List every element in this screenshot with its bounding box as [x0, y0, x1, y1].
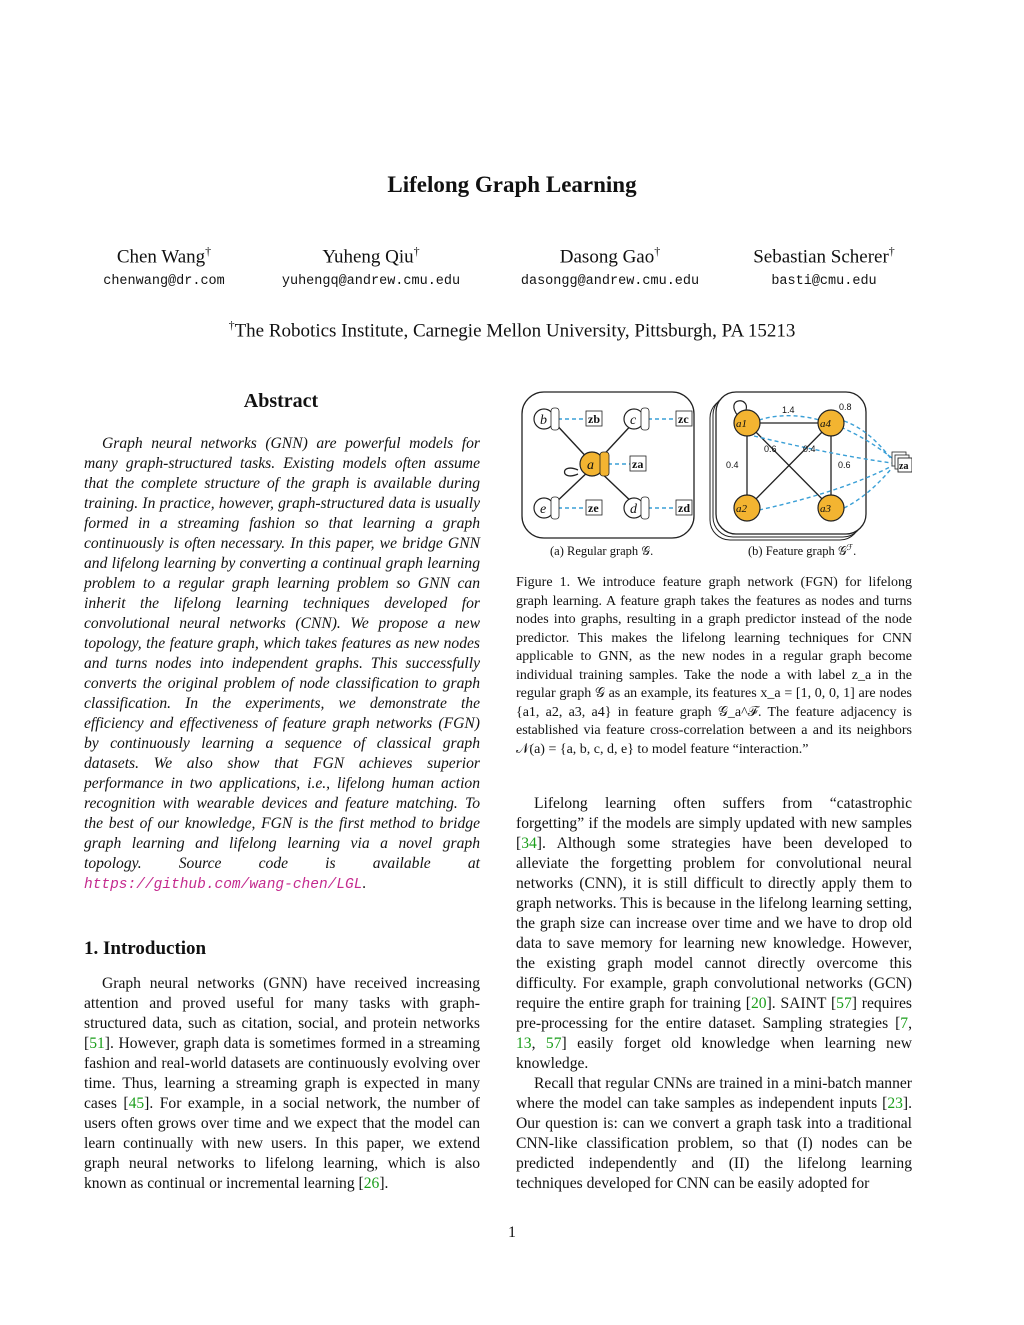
citation-link[interactable]: 51 [89, 1035, 105, 1052]
edge-weight: 0.4 [726, 460, 739, 470]
author-name: Yuheng Qiu [322, 246, 414, 268]
affiliation-text: The Robotics Institute, Carnegie Mellon University, Pittsburgh, PA 15213 [234, 320, 796, 342]
paragraph-text: Graph neural networks (GNN) have received increasing attention and proved useful for many tasks with graph-structured data, such as citation, social, and protein networks [ [84, 975, 480, 1052]
paragraph-text: ]. However, graph data is sometimes formed in a streaming fashion and real-world datasets are continuously evolving over time. Thus, learning a streaming graph is expected in many cases [ [84, 1035, 480, 1112]
paragraph-text: ]. For example, in a social network, the number of users often grows over time and we expect that the model can learn continually with new users. In this paper, we extend graph neural networks to lifelong learning, which is also known as continual or incremental learning [ [84, 1095, 480, 1192]
affiliation [0, 318, 1024, 342]
citation-link[interactable]: 26 [363, 1175, 380, 1192]
intro-column-right [516, 794, 912, 1194]
author-mark: † [654, 244, 661, 258]
author-1 [44, 238, 284, 289]
label-ze: ze [588, 501, 599, 515]
author-name: Dasong Gao [559, 246, 655, 268]
paragraph-text: Recall that regular CNNs are trained in a mini-batch manner where the model can take samples as independent inputs [ [516, 1075, 912, 1112]
abstract-end: . [362, 875, 367, 892]
edge-weight: 0.8 [839, 402, 852, 412]
author-3 [490, 238, 730, 289]
author-mark: † [205, 244, 212, 258]
figure-1-caption: Figure 1. We introduce feature graph network (FGN) for lifelong graph learning. A feature graph takes the features as nodes and turns nodes into graphs, resulting in a graph predictor instead of the node predictor. This makes the lifelong learning techniques for CNN applicable to GNN, as the new nodes in a regular graph become individual training samples. Take the node a with label z_a in the regular graph 𝒢 as an example, its features x_a = [1, 0, 0, 1] are nodes {a1, a2, a3, a4} in feature graph 𝒢_a^ℱ. The feature adjacency is established via feature cross-correlation between a and its neighbors 𝒩(a) = {a, b, c, d, e} to model feature “interaction.” [516, 575, 912, 757]
affiliation-mark: † [228, 318, 235, 332]
node-label-e: e [540, 502, 547, 517]
intro-column-left [84, 974, 480, 1194]
edge-weight: 1.4 [782, 405, 795, 415]
edge-weight: 0.4 [803, 444, 816, 454]
node-label-c: c [630, 413, 637, 428]
feature-node-a2: a2 [736, 503, 747, 515]
citation-link[interactable]: 23 [887, 1095, 903, 1112]
node-label-a: a [587, 458, 594, 473]
label-zc: zc [678, 412, 689, 426]
intro-paragraph-2 [516, 794, 912, 1074]
edge-weight: 0.6 [764, 444, 777, 454]
citation-link[interactable]: 45 [128, 1095, 145, 1112]
subcaption-a: (a) Regular graph 𝒢. [550, 544, 654, 558]
page-number: 1 [508, 1224, 516, 1241]
intro-paragraph-1 [84, 974, 480, 1194]
subcaption-b-text: (b) Feature graph 𝒢 [748, 544, 847, 558]
paragraph-text: ]. Our question is: can we convert a graph task into a traditional CNN-like classification problem, so that (I) nodes can be predicted independently and (II) the lifelong learning techniques developed for CNN can be easily adopted for [516, 1095, 912, 1192]
node-label-b: b [540, 413, 547, 428]
feature-node-a4: a4 [820, 418, 831, 430]
paragraph-text: , [908, 1015, 912, 1032]
author-name: Chen Wang [116, 246, 206, 268]
paragraph-text: ] requires pre-processing for the entire dataset. Sampling strategies [ [516, 995, 912, 1032]
author-email: yuhengq@andrew.cmu.edu [281, 274, 461, 290]
label-zd: zd [678, 501, 690, 515]
feature-node-a1: a1 [736, 418, 747, 430]
subcaption-b-sup: ℱ [846, 543, 854, 552]
paragraph-text: ]. SAINT [ [766, 995, 837, 1012]
author-mark: † [413, 244, 420, 258]
figure-1 [514, 388, 912, 563]
paragraph-text: ]. Although some strategies have been developed to alleviate the forgetting problem for convolutional neural networks (CNN), it is still difficult to directly apply them to graph networks. This is because in the lifelong learning setting, the graph size can increase over time and we have to drop old data to save memory for learning new knowledge. However, the existing graph model cannot directly overcome this difficulty. For example, graph convolutional networks (GCN) require the entire graph for training [ [516, 835, 912, 1012]
subcaption-b [748, 543, 856, 558]
section-heading-introduction: 1. Introduction [84, 938, 207, 959]
author-2 [251, 238, 491, 289]
paragraph-text: , [531, 1035, 546, 1052]
citation-link[interactable]: 7 [900, 1015, 909, 1032]
author-email: dasongg@andrew.cmu.edu [520, 274, 700, 290]
author-email: basti@cmu.edu [771, 274, 877, 290]
abstract-body [84, 434, 480, 895]
citation-link[interactable]: 34 [521, 835, 537, 852]
feature-graph [710, 392, 912, 540]
author-4 [704, 238, 944, 289]
paragraph-text: ] easily forget old knowledge when learning new knowledge. [516, 1035, 913, 1072]
author-mark: † [888, 244, 895, 258]
paragraph-text: ]. [379, 1175, 389, 1192]
abstract-heading: Abstract [243, 390, 319, 412]
intro-paragraph-3 [516, 1074, 912, 1194]
label-za: za [632, 457, 644, 471]
regular-graph [522, 392, 694, 538]
label-za: za [899, 461, 909, 472]
citation-link[interactable]: 13 [516, 1035, 532, 1052]
edge-weight: 0.6 [838, 460, 851, 470]
paragraph-text: Lifelong learning often suffers from “catastrophic forgetting” if the models are simply updated with new samples [ [516, 795, 912, 852]
subcaption-b-end: . [853, 544, 857, 558]
author-email: chenwang@dr.com [103, 274, 225, 290]
abstract-text: Graph neural networks (GNN) are powerful models for many graph-structured tasks. Existing models often assume that the complete structure of the graph is available during training. In practice, however, graph-structured data is usually formed in a streaming fashion so that learning a graph continuously is often necessary. In this paper, we bridge GNN and lifelong learning by converting a continual graph learning problem to a regular graph learning problem so GNN can inherit the lifelong learning techniques developed for convolutional neural networks (CNN). We propose a new topology, the feature graph, which takes features as new nodes and turns nodes into independent graphs. This successfully converts the original problem of node classification to graph classification. In the experiments, we demonstrate the efficiency and effectiveness of feature graph networks (FGN) by continuously learning a sequence of classical graph datasets. We also show that FGN achieves superior performance in two applications, i.e., lifelong human action recognition with wearable devices and feature matching. To the best of our knowledge, FGN is the first method to bridge graph learning and lifelong learning via a novel graph topology. Source code is available at [84, 435, 480, 872]
label-zb: zb [588, 412, 600, 426]
author-name: Sebastian Scherer [753, 246, 889, 268]
citation-link[interactable]: 57 [545, 1035, 562, 1052]
source-code-link[interactable]: https://github.com/wang-chen/LGL [84, 877, 363, 893]
citation-link[interactable]: 57 [836, 995, 852, 1012]
feature-node-a3: a3 [820, 503, 831, 515]
node-label-d: d [630, 502, 637, 517]
paper-title: Lifelong Graph Learning [387, 172, 637, 197]
citation-link[interactable]: 20 [751, 995, 767, 1012]
